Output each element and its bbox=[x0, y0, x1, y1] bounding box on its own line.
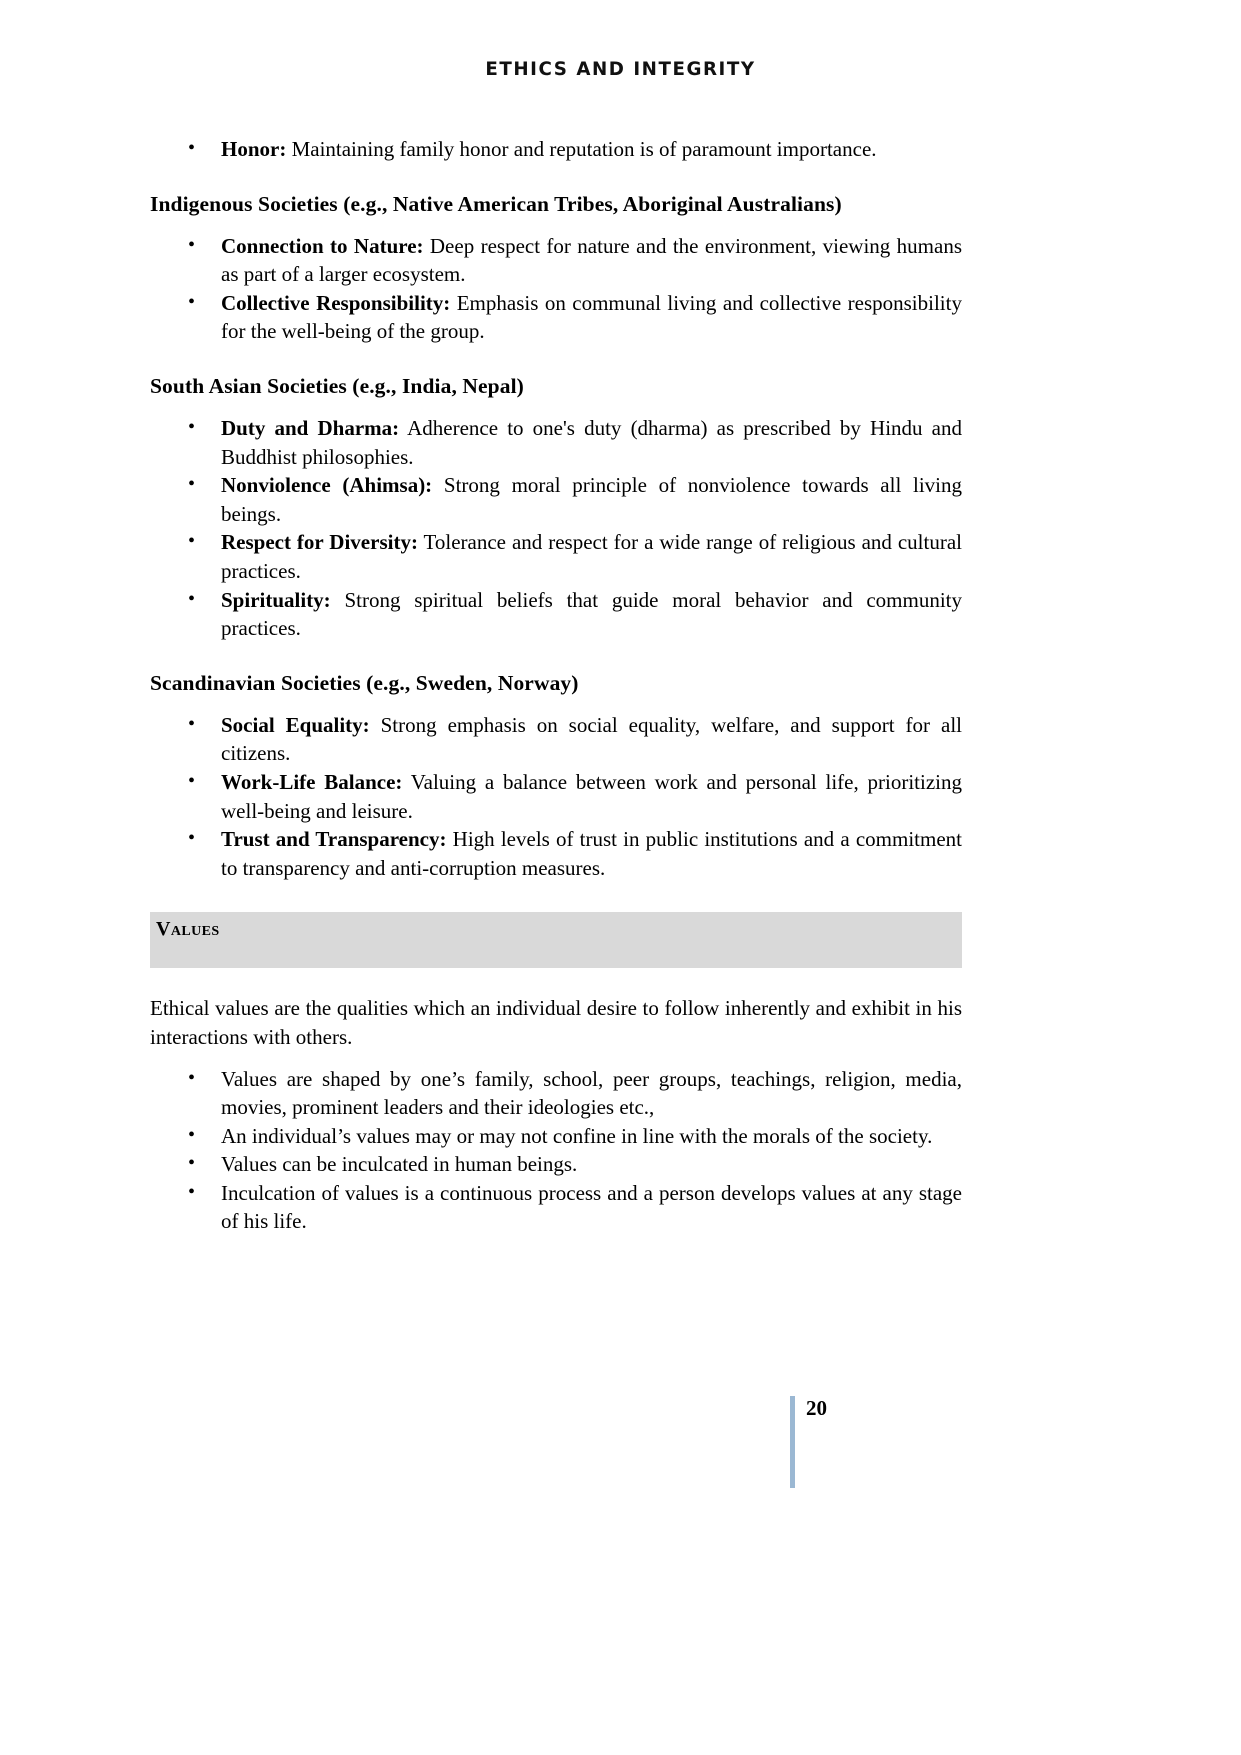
bullet-text: Tolerance and respect for a wide range of religious and cultural practices. bbox=[221, 530, 962, 583]
section-heading-scandinavian: Scandinavian Societies (e.g., Sweden, Norway) bbox=[150, 670, 579, 695]
bullet-list-scandinavian bbox=[150, 711, 962, 883]
list-item bbox=[150, 289, 962, 346]
page-number: 20 bbox=[806, 1396, 827, 1420]
list-item bbox=[150, 232, 962, 289]
page-content bbox=[150, 122, 962, 1236]
list-item bbox=[150, 414, 962, 471]
section-heading-indigenous: Indigenous Societies (e.g., Native American Tribes, Aboriginal Australians) bbox=[150, 191, 842, 216]
values-banner-label: Values bbox=[156, 918, 220, 941]
section-heading-south-asian: South Asian Societies (e.g., India, Nepal) bbox=[150, 373, 524, 398]
bullet-text: Strong spiritual beliefs that guide moral behavior and community practices. bbox=[221, 587, 962, 641]
bullet-text: Deep respect for nature and the environment, viewing humans as part of a larger ecosystem. bbox=[221, 233, 962, 287]
list-item bbox=[150, 825, 962, 882]
bullet-term: Social Equality: bbox=[221, 712, 370, 737]
footer-accent-rule bbox=[790, 1396, 795, 1488]
bullet-term: Collective Responsibility: bbox=[221, 290, 451, 315]
bullet-term: Spirituality: bbox=[221, 587, 331, 612]
bullet-text: Adherence to one's duty (dharma) as prescribed by Hindu and Buddhist philosophies. bbox=[221, 416, 962, 469]
list-item bbox=[150, 528, 962, 585]
bullet-text: Strong moral principle of nonviolence towards all living beings. bbox=[221, 473, 963, 526]
list-item: • Values are shaped by one’s family, school, peer groups, teachings, religion, media, movies, prominent leaders and their ideologies etc., bbox=[150, 1065, 962, 1122]
bullet-text: Valuing a balance between work and personal life, prioritizing well-being and leisure. bbox=[221, 769, 962, 823]
list-item bbox=[150, 586, 962, 643]
bullet-text: Strong emphasis on social equality, welfare, and support for all citizens. bbox=[221, 712, 962, 766]
bullet-list-indigenous bbox=[150, 232, 962, 346]
bullet-term: Duty and Dharma: bbox=[221, 416, 400, 440]
bullet-text: Maintaining family honor and reputation is of paramount importance. bbox=[286, 137, 877, 161]
list-item bbox=[150, 135, 962, 164]
bullet-term: Trust and Transparency: bbox=[221, 827, 447, 852]
list-item bbox=[150, 711, 962, 768]
values-intro-paragraph: Ethical values are the qualities which an individual desire to follow inherently and exhibit in his interactions with others. bbox=[150, 996, 962, 1049]
page-footer bbox=[790, 1396, 827, 1488]
bullet-text: Emphasis on communal living and collective responsibility for the well-being of the group. bbox=[221, 290, 962, 344]
bullet-term: Connection to Nature: bbox=[221, 233, 424, 258]
list-item: • An individual’s values may or may not confine in line with the morals of the society. bbox=[150, 1122, 962, 1151]
bullet-list-values bbox=[150, 1065, 962, 1237]
bullet-term: Respect for Diversity: bbox=[221, 530, 418, 555]
list-item: • Inculcation of values is a continuous process and a person develops values at any stage of his life. bbox=[150, 1179, 962, 1236]
list-item bbox=[150, 768, 962, 825]
list-item bbox=[150, 471, 962, 528]
bullet-term: Work-Life Balance: bbox=[221, 769, 403, 794]
bullet-list-south-asian bbox=[150, 414, 962, 643]
bullet-term: Nonviolence (Ahimsa): bbox=[221, 473, 433, 498]
spacer bbox=[150, 968, 962, 994]
bullet-term: Honor: bbox=[221, 137, 287, 161]
values-section-banner bbox=[150, 912, 962, 968]
list-item: • Values can be inculcated in human beings. bbox=[150, 1150, 962, 1179]
bullet-list-honor bbox=[150, 135, 962, 164]
running-header: ETHICS AND INTEGRITY bbox=[485, 58, 756, 80]
bullet-text: High levels of trust in public institutions and a commitment to transparency and anti-corruption measures. bbox=[221, 827, 962, 880]
